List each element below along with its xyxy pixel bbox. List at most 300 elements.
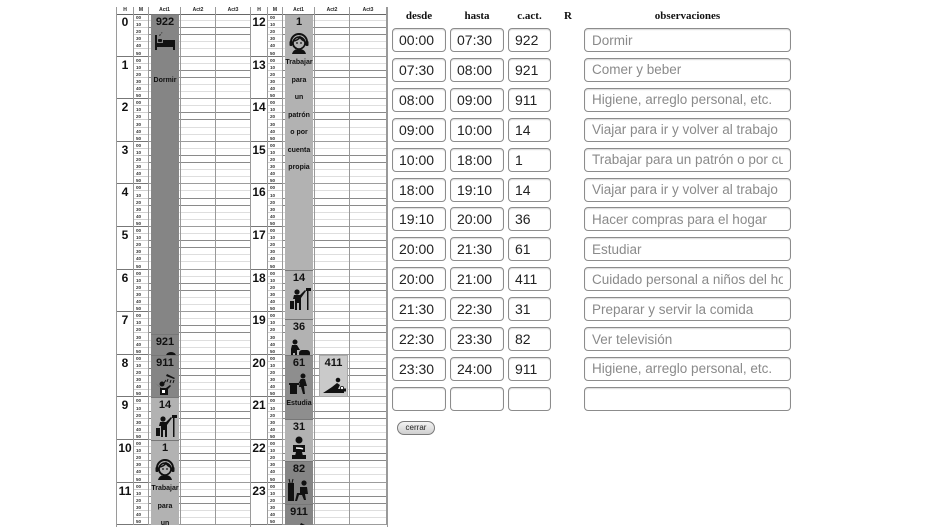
schedule-slot[interactable] bbox=[216, 419, 250, 426]
schedule-slot[interactable] bbox=[315, 511, 349, 518]
activity-code-input[interactable] bbox=[508, 178, 551, 202]
schedule-slot[interactable] bbox=[181, 490, 215, 497]
schedule-slot[interactable] bbox=[216, 369, 250, 376]
schedule-slot[interactable] bbox=[216, 220, 250, 227]
schedule-slot[interactable] bbox=[315, 99, 349, 106]
schedule-slot[interactable] bbox=[181, 369, 215, 376]
schedule-slot[interactable] bbox=[181, 476, 215, 483]
schedule-slot[interactable] bbox=[350, 270, 386, 277]
schedule-slot[interactable] bbox=[315, 270, 349, 277]
schedule-slot[interactable] bbox=[216, 447, 250, 454]
schedule-slot[interactable] bbox=[350, 334, 386, 341]
schedule-slot[interactable] bbox=[315, 447, 349, 454]
observations-input[interactable] bbox=[584, 88, 791, 112]
schedule-slot[interactable] bbox=[216, 128, 250, 135]
schedule-slot[interactable] bbox=[315, 504, 349, 511]
schedule-slot[interactable] bbox=[315, 241, 349, 248]
schedule-slot[interactable] bbox=[216, 57, 250, 64]
schedule-slot[interactable] bbox=[315, 234, 349, 241]
schedule-slot[interactable] bbox=[181, 341, 215, 348]
schedule-slot[interactable] bbox=[350, 42, 386, 49]
observations-input[interactable] bbox=[584, 327, 791, 351]
from-time-input[interactable] bbox=[392, 237, 446, 261]
schedule-slot[interactable] bbox=[216, 362, 250, 369]
schedule-slot[interactable] bbox=[315, 326, 349, 333]
schedule-slot[interactable] bbox=[216, 284, 250, 291]
schedule-slot[interactable] bbox=[181, 28, 215, 35]
schedule-slot[interactable] bbox=[350, 348, 386, 355]
activity-block-36[interactable] bbox=[285, 319, 313, 355]
schedule-slot[interactable] bbox=[216, 433, 250, 440]
observations-input[interactable] bbox=[584, 178, 791, 202]
to-time-input[interactable] bbox=[450, 148, 504, 172]
to-time-input[interactable] bbox=[450, 58, 504, 82]
activity-code-input[interactable] bbox=[508, 58, 551, 82]
schedule-slot[interactable] bbox=[216, 142, 250, 149]
schedule-slot[interactable] bbox=[216, 390, 250, 397]
schedule-slot[interactable] bbox=[216, 184, 250, 191]
schedule-slot[interactable] bbox=[216, 255, 250, 262]
schedule-slot[interactable] bbox=[181, 461, 215, 468]
schedule-slot[interactable] bbox=[350, 135, 386, 142]
activity-block-922[interactable] bbox=[151, 14, 179, 334]
schedule-slot[interactable] bbox=[181, 355, 215, 362]
schedule-slot[interactable] bbox=[315, 263, 349, 270]
schedule-slot[interactable] bbox=[315, 397, 349, 404]
schedule-slot[interactable] bbox=[216, 35, 250, 42]
schedule-slot[interactable] bbox=[181, 362, 215, 369]
schedule-slot[interactable] bbox=[315, 284, 349, 291]
schedule-slot[interactable] bbox=[181, 518, 215, 525]
schedule-slot[interactable] bbox=[181, 270, 215, 277]
schedule-slot[interactable] bbox=[181, 192, 215, 199]
schedule-slot[interactable] bbox=[216, 156, 250, 163]
to-time-input[interactable] bbox=[450, 267, 504, 291]
schedule-slot[interactable] bbox=[181, 99, 215, 106]
schedule-slot[interactable] bbox=[181, 163, 215, 170]
to-time-input[interactable] bbox=[450, 357, 504, 381]
schedule-slot[interactable] bbox=[315, 305, 349, 312]
schedule-slot[interactable] bbox=[216, 348, 250, 355]
schedule-slot[interactable] bbox=[181, 348, 215, 355]
schedule-slot[interactable] bbox=[181, 206, 215, 213]
schedule-slot[interactable] bbox=[216, 99, 250, 106]
schedule-slot[interactable] bbox=[315, 412, 349, 419]
schedule-slot[interactable] bbox=[350, 64, 386, 71]
schedule-slot[interactable] bbox=[315, 419, 349, 426]
schedule-slot[interactable] bbox=[350, 341, 386, 348]
schedule-slot[interactable] bbox=[216, 78, 250, 85]
schedule-slot[interactable] bbox=[216, 135, 250, 142]
schedule-slot[interactable] bbox=[350, 476, 386, 483]
schedule-slot[interactable] bbox=[350, 121, 386, 128]
schedule-slot[interactable] bbox=[350, 106, 386, 113]
schedule-slot[interactable] bbox=[350, 71, 386, 78]
schedule-slot[interactable] bbox=[181, 156, 215, 163]
schedule-slot[interactable] bbox=[181, 149, 215, 156]
to-time-input[interactable] bbox=[450, 207, 504, 231]
schedule-slot[interactable] bbox=[350, 128, 386, 135]
schedule-slot[interactable] bbox=[350, 433, 386, 440]
schedule-slot[interactable] bbox=[315, 113, 349, 120]
schedule-slot[interactable] bbox=[216, 461, 250, 468]
schedule-slot[interactable] bbox=[216, 277, 250, 284]
schedule-slot[interactable] bbox=[181, 397, 215, 404]
from-time-input[interactable] bbox=[392, 148, 446, 172]
schedule-slot[interactable] bbox=[216, 199, 250, 206]
schedule-slot[interactable] bbox=[216, 227, 250, 234]
schedule-slot[interactable] bbox=[315, 128, 349, 135]
schedule-slot[interactable] bbox=[216, 234, 250, 241]
schedule-slot[interactable] bbox=[216, 85, 250, 92]
schedule-slot[interactable] bbox=[216, 490, 250, 497]
schedule-slot[interactable] bbox=[350, 92, 386, 99]
schedule-slot[interactable] bbox=[315, 85, 349, 92]
from-time-input[interactable] bbox=[392, 178, 446, 202]
activity-block-911[interactable] bbox=[285, 504, 313, 525]
schedule-slot[interactable] bbox=[315, 291, 349, 298]
schedule-slot[interactable] bbox=[315, 319, 349, 326]
schedule-slot[interactable] bbox=[181, 50, 215, 57]
from-time-input[interactable] bbox=[392, 207, 446, 231]
schedule-slot[interactable] bbox=[181, 14, 215, 21]
from-time-input[interactable] bbox=[392, 387, 446, 411]
schedule-slot[interactable] bbox=[216, 42, 250, 49]
schedule-slot[interactable] bbox=[315, 255, 349, 262]
schedule-slot[interactable] bbox=[181, 64, 215, 71]
schedule-slot[interactable] bbox=[181, 135, 215, 142]
close-button[interactable]: cerrar bbox=[397, 421, 435, 435]
schedule-slot[interactable] bbox=[315, 149, 349, 156]
observations-input[interactable] bbox=[584, 207, 791, 231]
schedule-slot[interactable] bbox=[350, 461, 386, 468]
schedule-slot[interactable] bbox=[181, 433, 215, 440]
schedule-slot[interactable] bbox=[216, 71, 250, 78]
activity-code-input[interactable] bbox=[508, 237, 551, 261]
schedule-slot[interactable] bbox=[350, 149, 386, 156]
schedule-slot[interactable] bbox=[315, 14, 349, 21]
schedule-slot[interactable] bbox=[350, 248, 386, 255]
schedule-slot[interactable] bbox=[350, 21, 386, 28]
schedule-slot[interactable] bbox=[315, 298, 349, 305]
activity-code-input[interactable] bbox=[508, 327, 551, 351]
schedule-slot[interactable] bbox=[181, 291, 215, 298]
activity-block-14[interactable] bbox=[285, 270, 313, 320]
schedule-slot[interactable] bbox=[350, 419, 386, 426]
to-time-input[interactable] bbox=[450, 88, 504, 112]
schedule-slot[interactable] bbox=[350, 383, 386, 390]
schedule-slot[interactable] bbox=[216, 468, 250, 475]
schedule-slot[interactable] bbox=[350, 170, 386, 177]
schedule-slot[interactable] bbox=[216, 50, 250, 57]
schedule-slot[interactable] bbox=[181, 390, 215, 397]
schedule-slot[interactable] bbox=[315, 21, 349, 28]
schedule-slot[interactable] bbox=[350, 227, 386, 234]
schedule-slot[interactable] bbox=[181, 241, 215, 248]
schedule-slot[interactable] bbox=[350, 440, 386, 447]
schedule-slot[interactable] bbox=[315, 227, 349, 234]
schedule-slot[interactable] bbox=[181, 454, 215, 461]
schedule-slot[interactable] bbox=[181, 255, 215, 262]
to-time-input[interactable] bbox=[450, 118, 504, 142]
from-time-input[interactable] bbox=[392, 58, 446, 82]
schedule-slot[interactable] bbox=[315, 476, 349, 483]
observations-input[interactable] bbox=[584, 357, 791, 381]
observations-input[interactable] bbox=[584, 148, 791, 172]
schedule-slot[interactable] bbox=[350, 490, 386, 497]
schedule-slot[interactable] bbox=[181, 326, 215, 333]
schedule-slot[interactable] bbox=[350, 57, 386, 64]
schedule-slot[interactable] bbox=[315, 426, 349, 433]
schedule-slot[interactable] bbox=[350, 263, 386, 270]
schedule-slot[interactable] bbox=[350, 291, 386, 298]
schedule-slot[interactable] bbox=[216, 92, 250, 99]
schedule-slot[interactable] bbox=[181, 263, 215, 270]
schedule-slot[interactable] bbox=[216, 312, 250, 319]
schedule-slot[interactable] bbox=[315, 220, 349, 227]
activity-block-911[interactable] bbox=[151, 355, 179, 398]
schedule-slot[interactable] bbox=[350, 447, 386, 454]
schedule-slot[interactable] bbox=[350, 78, 386, 85]
observations-input[interactable] bbox=[584, 118, 791, 142]
schedule-slot[interactable] bbox=[181, 248, 215, 255]
schedule-slot[interactable] bbox=[350, 511, 386, 518]
from-time-input[interactable] bbox=[392, 88, 446, 112]
from-time-input[interactable] bbox=[392, 267, 446, 291]
schedule-slot[interactable] bbox=[350, 184, 386, 191]
schedule-slot[interactable] bbox=[181, 121, 215, 128]
from-time-input[interactable] bbox=[392, 28, 446, 52]
activity-block-411[interactable] bbox=[319, 355, 348, 398]
activity-code-input[interactable] bbox=[508, 118, 551, 142]
schedule-slot[interactable] bbox=[350, 412, 386, 419]
to-time-input[interactable] bbox=[450, 297, 504, 321]
schedule-slot[interactable] bbox=[216, 213, 250, 220]
activity-block-61[interactable] bbox=[285, 355, 313, 419]
schedule-slot[interactable] bbox=[350, 305, 386, 312]
schedule-slot[interactable] bbox=[181, 419, 215, 426]
schedule-slot[interactable] bbox=[350, 497, 386, 504]
schedule-slot[interactable] bbox=[181, 199, 215, 206]
schedule-slot[interactable] bbox=[315, 71, 349, 78]
schedule-slot[interactable] bbox=[181, 177, 215, 184]
schedule-slot[interactable] bbox=[315, 78, 349, 85]
schedule-slot[interactable] bbox=[216, 483, 250, 490]
schedule-slot[interactable] bbox=[315, 92, 349, 99]
observations-input[interactable] bbox=[584, 297, 791, 321]
schedule-slot[interactable] bbox=[350, 312, 386, 319]
schedule-slot[interactable] bbox=[216, 241, 250, 248]
schedule-slot[interactable] bbox=[315, 135, 349, 142]
schedule-slot[interactable] bbox=[181, 78, 215, 85]
schedule-slot[interactable] bbox=[216, 177, 250, 184]
schedule-slot[interactable] bbox=[181, 277, 215, 284]
schedule-slot[interactable] bbox=[315, 213, 349, 220]
schedule-slot[interactable] bbox=[181, 42, 215, 49]
schedule-slot[interactable] bbox=[216, 121, 250, 128]
schedule-slot[interactable] bbox=[350, 234, 386, 241]
schedule-slot[interactable] bbox=[181, 383, 215, 390]
schedule-slot[interactable] bbox=[350, 298, 386, 305]
schedule-slot[interactable] bbox=[350, 14, 386, 21]
schedule-slot[interactable] bbox=[216, 397, 250, 404]
schedule-slot[interactable] bbox=[315, 184, 349, 191]
schedule-slot[interactable] bbox=[315, 106, 349, 113]
schedule-slot[interactable] bbox=[350, 397, 386, 404]
schedule-slot[interactable] bbox=[181, 426, 215, 433]
schedule-slot[interactable] bbox=[216, 106, 250, 113]
schedule-slot[interactable] bbox=[181, 405, 215, 412]
schedule-slot[interactable] bbox=[315, 50, 349, 57]
schedule-slot[interactable] bbox=[216, 376, 250, 383]
schedule-slot[interactable] bbox=[216, 326, 250, 333]
schedule-slot[interactable] bbox=[315, 170, 349, 177]
schedule-slot[interactable] bbox=[216, 497, 250, 504]
schedule-slot[interactable] bbox=[350, 156, 386, 163]
schedule-slot[interactable] bbox=[216, 263, 250, 270]
schedule-slot[interactable] bbox=[181, 284, 215, 291]
schedule-slot[interactable] bbox=[216, 355, 250, 362]
schedule-slot[interactable] bbox=[216, 426, 250, 433]
schedule-slot[interactable] bbox=[181, 511, 215, 518]
schedule-slot[interactable] bbox=[181, 106, 215, 113]
schedule-slot[interactable] bbox=[181, 305, 215, 312]
to-time-input[interactable] bbox=[450, 28, 504, 52]
schedule-slot[interactable] bbox=[216, 504, 250, 511]
schedule-slot[interactable] bbox=[315, 454, 349, 461]
schedule-slot[interactable] bbox=[315, 312, 349, 319]
schedule-slot[interactable] bbox=[350, 206, 386, 213]
schedule-slot[interactable] bbox=[216, 511, 250, 518]
schedule-slot[interactable] bbox=[350, 113, 386, 120]
schedule-slot[interactable] bbox=[181, 483, 215, 490]
observations-input[interactable] bbox=[584, 267, 791, 291]
schedule-slot[interactable] bbox=[315, 334, 349, 341]
schedule-slot[interactable] bbox=[181, 234, 215, 241]
schedule-slot[interactable] bbox=[350, 50, 386, 57]
schedule-slot[interactable] bbox=[181, 227, 215, 234]
observations-input[interactable] bbox=[584, 387, 791, 411]
schedule-slot[interactable] bbox=[350, 483, 386, 490]
schedule-slot[interactable] bbox=[315, 490, 349, 497]
schedule-slot[interactable] bbox=[315, 192, 349, 199]
schedule-slot[interactable] bbox=[216, 14, 250, 21]
activity-code-input[interactable] bbox=[508, 297, 551, 321]
schedule-slot[interactable] bbox=[216, 149, 250, 156]
activity-block-82[interactable] bbox=[285, 461, 313, 504]
schedule-slot[interactable] bbox=[181, 71, 215, 78]
schedule-slot[interactable] bbox=[350, 518, 386, 525]
from-time-input[interactable] bbox=[392, 297, 446, 321]
to-time-input[interactable] bbox=[450, 387, 504, 411]
schedule-slot[interactable] bbox=[350, 468, 386, 475]
schedule-slot[interactable] bbox=[350, 362, 386, 369]
activity-code-input[interactable] bbox=[508, 207, 551, 231]
schedule-slot[interactable] bbox=[181, 85, 215, 92]
schedule-slot[interactable] bbox=[181, 447, 215, 454]
schedule-slot[interactable] bbox=[181, 312, 215, 319]
schedule-slot[interactable] bbox=[315, 28, 349, 35]
schedule-slot[interactable] bbox=[315, 468, 349, 475]
observations-input[interactable] bbox=[584, 237, 791, 261]
schedule-slot[interactable] bbox=[216, 206, 250, 213]
schedule-slot[interactable] bbox=[350, 255, 386, 262]
schedule-slot[interactable] bbox=[216, 412, 250, 419]
schedule-slot[interactable] bbox=[181, 319, 215, 326]
schedule-slot[interactable] bbox=[315, 497, 349, 504]
activity-code-input[interactable] bbox=[508, 148, 551, 172]
schedule-slot[interactable] bbox=[350, 220, 386, 227]
to-time-input[interactable] bbox=[450, 327, 504, 351]
schedule-slot[interactable] bbox=[181, 213, 215, 220]
schedule-slot[interactable] bbox=[350, 319, 386, 326]
schedule-slot[interactable] bbox=[181, 298, 215, 305]
schedule-slot[interactable] bbox=[315, 440, 349, 447]
schedule-slot[interactable] bbox=[350, 326, 386, 333]
schedule-slot[interactable] bbox=[350, 241, 386, 248]
schedule-slot[interactable] bbox=[350, 213, 386, 220]
schedule-slot[interactable] bbox=[315, 341, 349, 348]
schedule-slot[interactable] bbox=[315, 177, 349, 184]
schedule-slot[interactable] bbox=[315, 348, 349, 355]
schedule-slot[interactable] bbox=[350, 426, 386, 433]
schedule-slot[interactable] bbox=[181, 412, 215, 419]
schedule-slot[interactable] bbox=[350, 376, 386, 383]
schedule-slot[interactable] bbox=[216, 291, 250, 298]
schedule-slot[interactable] bbox=[315, 121, 349, 128]
observations-input[interactable] bbox=[584, 58, 791, 82]
schedule-slot[interactable] bbox=[350, 355, 386, 362]
schedule-slot[interactable] bbox=[181, 128, 215, 135]
schedule-slot[interactable] bbox=[181, 92, 215, 99]
schedule-slot[interactable] bbox=[350, 177, 386, 184]
schedule-slot[interactable] bbox=[216, 383, 250, 390]
activity-code-input[interactable] bbox=[508, 28, 551, 52]
from-time-input[interactable] bbox=[392, 357, 446, 381]
schedule-slot[interactable] bbox=[315, 206, 349, 213]
activity-code-input[interactable] bbox=[508, 267, 551, 291]
schedule-slot[interactable] bbox=[181, 21, 215, 28]
schedule-slot[interactable] bbox=[181, 440, 215, 447]
schedule-slot[interactable] bbox=[315, 35, 349, 42]
schedule-slot[interactable] bbox=[315, 57, 349, 64]
schedule-slot[interactable] bbox=[181, 504, 215, 511]
schedule-slot[interactable] bbox=[350, 192, 386, 199]
schedule-slot[interactable] bbox=[216, 405, 250, 412]
to-time-input[interactable] bbox=[450, 178, 504, 202]
schedule-slot[interactable] bbox=[350, 199, 386, 206]
schedule-slot[interactable] bbox=[350, 277, 386, 284]
schedule-slot[interactable] bbox=[350, 99, 386, 106]
activity-block-1[interactable] bbox=[151, 440, 179, 525]
schedule-slot[interactable] bbox=[350, 454, 386, 461]
schedule-slot[interactable] bbox=[216, 298, 250, 305]
schedule-slot[interactable] bbox=[350, 35, 386, 42]
schedule-slot[interactable] bbox=[315, 142, 349, 149]
schedule-slot[interactable] bbox=[350, 28, 386, 35]
schedule-slot[interactable] bbox=[350, 85, 386, 92]
schedule-slot[interactable] bbox=[315, 433, 349, 440]
schedule-slot[interactable] bbox=[216, 64, 250, 71]
schedule-slot[interactable] bbox=[216, 270, 250, 277]
schedule-slot[interactable] bbox=[181, 334, 215, 341]
schedule-slot[interactable] bbox=[181, 113, 215, 120]
schedule-slot[interactable] bbox=[216, 334, 250, 341]
schedule-slot[interactable] bbox=[315, 199, 349, 206]
schedule-slot[interactable] bbox=[181, 57, 215, 64]
activity-block-921[interactable] bbox=[151, 334, 179, 355]
schedule-slot[interactable] bbox=[181, 497, 215, 504]
